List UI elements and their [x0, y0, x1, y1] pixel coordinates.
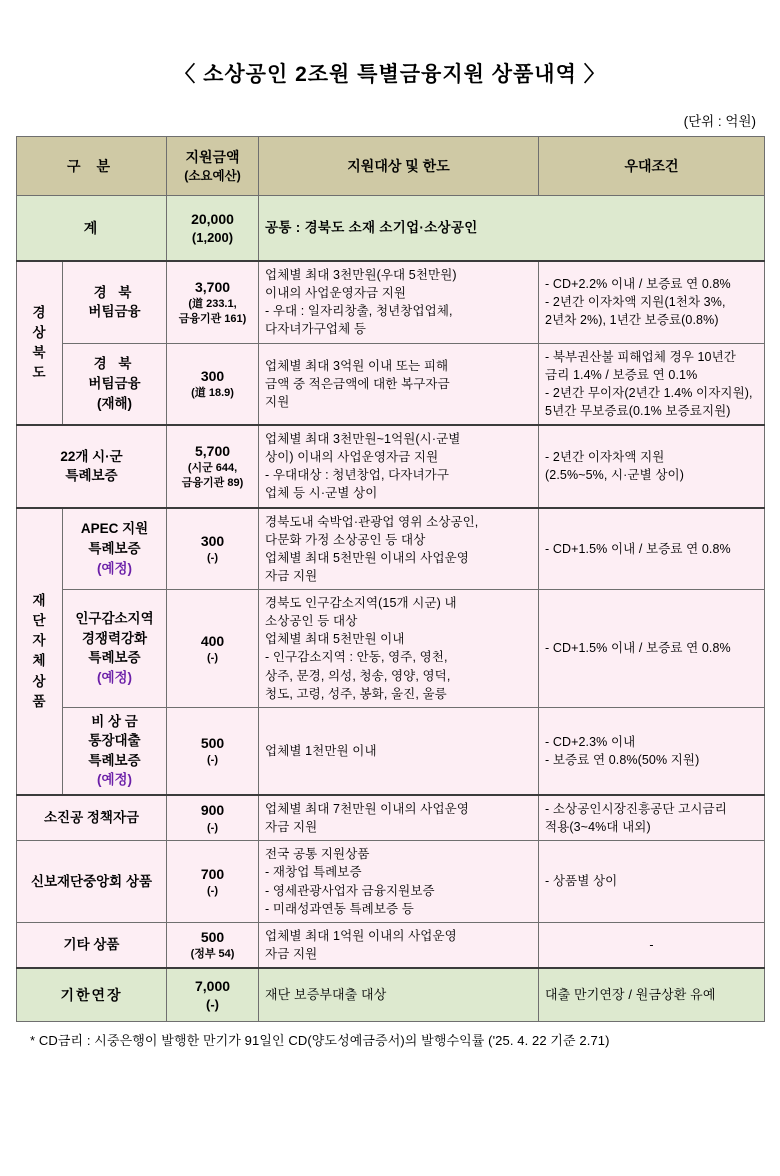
unit-note: (단위 : 억원): [683, 114, 756, 129]
table-row: [17, 590, 765, 708]
row-bonus-22-cities: - 2년간 이자차액 지원 (2.5%~5%, 시·군별 상이): [539, 425, 765, 508]
total-common-note: 공통 : 경북도 소재 소기업·소상공인: [259, 196, 765, 262]
table-row: [17, 261, 765, 343]
table-row: [17, 922, 765, 968]
column-header-target: 지원대상 및 한도: [259, 137, 539, 196]
footnote: * CD금리 : 시중은행이 발행한 만기가 91일인 CD(양도성예금증서)의 발행수익률 ('25. 4. 22 기준 2.71): [30, 1033, 610, 1048]
support-products-table: [16, 136, 765, 1022]
row-name-sojingong: 소진공 정책자금: [17, 795, 167, 841]
row-bonus-buteom: - CD+2.2% 이내 / 보증료 연 0.8% - 2년간 이자차액 지원(1천차 3%, 2년차 2%), 1년간 보증료(0.8%): [539, 261, 765, 343]
row-name-shinbo: 신보재단중앙회 상품: [17, 841, 167, 923]
row-bonus-shinbo: - 상품별 상이: [539, 841, 765, 923]
row-name-emergency-fund: 비 상 금 통장대출 특례보증 (예정): [63, 707, 167, 795]
row-target-apec: 경북도내 숙박업·관광업 영위 소상공인, 다문화 가정 소상공인 등 대상 업체별 최대 5천만원 이내의 사업운영 자금 지원: [259, 508, 539, 590]
column-header-bonus: 우대조건: [539, 137, 765, 196]
table-row-extend: [17, 968, 765, 1022]
row-amount-etc: 500 (정부 54): [167, 922, 259, 968]
table-row: [17, 795, 765, 841]
column-header-amount-sub: (소요예산): [184, 169, 241, 184]
row-target-22-cities: 업체별 최대 3천만원~1억원(시·군별 상이) 이내의 사업운영자금 지원 - 우대대상 : 청년창업, 다자녀가구 업체 등 시·군별 상이: [259, 425, 539, 508]
row-bonus-etc: -: [539, 922, 765, 968]
row-target-emergency-fund: 업체별 1천만원 이내: [259, 707, 539, 795]
row-name-depopulation: 인구감소지역 경쟁력강화 특례보증 (예정): [63, 590, 167, 708]
row-name-etc: 기타 상품: [17, 922, 167, 968]
row-target-depopulation: 경북도 인구감소지역(15개 시군) 내 소상공인 등 대상 업체별 최대 5천만원 이내 - 인구감소지역 : 안동, 영주, 영천, 상주, 문경, 의성, 청송, 영양, 영덕, 청도, 고령, 성주, 봉화, 울진, 울릉: [259, 590, 539, 708]
column-header-amount: 지원금액 (소요예산): [167, 137, 259, 196]
row-amount-22-cities: 5,700 (시군 644, 금융기관 89): [167, 425, 259, 508]
table-row: [17, 343, 765, 425]
total-amount-sub: (1,200): [191, 230, 234, 246]
row-bonus-depopulation: - CD+1.5% 이내 / 보증료 연 0.8%: [539, 590, 765, 708]
row-name-apec-planned: (예정): [96, 560, 133, 576]
row-amount-apec: 300 (-): [167, 508, 259, 590]
extend-amount: 7,000 (-): [167, 968, 259, 1022]
row-target-shinbo: 전국 공통 지원상품 - 재창업 특례보증 - 영세관광사업자 금융지원보증 - 미래성과연동 특례보증 등: [259, 841, 539, 923]
table-row-total: [17, 196, 765, 262]
group-label-gyeongbuk: 경 상 북 도: [17, 261, 63, 425]
row-target-buteom: 업체별 최대 3천만원(우대 5천만원) 이내의 사업운영자금 지원 - 우대 : 일자리창출, 청년창업업체, 다자녀가구업체 등: [259, 261, 539, 343]
row-bonus-apec: - CD+1.5% 이내 / 보증료 연 0.8%: [539, 508, 765, 590]
row-name-depopulation-planned: (예정): [96, 669, 133, 685]
total-amount: 20,000 (1,200): [167, 196, 259, 262]
row-amount-sojingong: 900 (-): [167, 795, 259, 841]
row-amount-buteom-disaster: 300 (道 18.9): [167, 343, 259, 425]
row-name-emergency-fund-planned: (예정): [96, 772, 133, 788]
row-name-buteom: 경 북 버팀금융: [63, 261, 167, 343]
group-label-foundation: 재 단 자 체 상 품: [17, 508, 63, 796]
row-name-apec: APEC 지원 특례보증 (예정): [63, 508, 167, 590]
table-row: [17, 841, 765, 923]
extend-target: 재단 보증부대출 대상: [259, 968, 539, 1022]
row-amount-buteom: 3,700 (道 233.1, 금융기관 161): [167, 261, 259, 343]
row-target-etc: 업체별 최대 1억원 이내의 사업운영 자금 지원: [259, 922, 539, 968]
row-name-22-cities: 22개 시·군 특례보증: [17, 425, 167, 508]
row-target-buteom-disaster: 업체별 최대 3억원 이내 또는 피해 금액 중 적은금액에 대한 복구자금 지원: [259, 343, 539, 425]
page-title: 〈 소상공인 2조원 특별금융지원 상품내역 〉: [174, 63, 606, 86]
row-bonus-emergency-fund: - CD+2.3% 이내 - 보증료 연 0.8%(50% 지원): [539, 707, 765, 795]
row-amount-emergency-fund: 500 (-): [167, 707, 259, 795]
row-bonus-sojingong: - 소상공인시장진흥공단 고시금리 적용(3~4%대 내외): [539, 795, 765, 841]
row-amount-shinbo: 700 (-): [167, 841, 259, 923]
table-row: [17, 707, 765, 795]
extend-bonus: 대출 만기연장 / 원금상환 유예: [539, 968, 765, 1022]
total-label: 계: [17, 196, 167, 262]
table-header-row: [17, 137, 765, 196]
row-bonus-buteom-disaster: - 북부권산불 피해업체 경우 10년간 금리 1.4% / 보증료 연 0.1% - 2년간 무이자(2년간 1.4% 이자지원), 5년간 무보증료(0.1% 보증료지원): [539, 343, 765, 425]
row-amount-depopulation: 400 (-): [167, 590, 259, 708]
table-row: [17, 508, 765, 590]
column-header-gubun: 구 분: [17, 137, 167, 196]
table-row: [17, 425, 765, 508]
row-name-buteom-disaster: 경 북 버팀금융 (재해): [63, 343, 167, 425]
extend-label: 기한연장: [17, 968, 167, 1022]
row-target-sojingong: 업체별 최대 7천만원 이내의 사업운영 자금 지원: [259, 795, 539, 841]
